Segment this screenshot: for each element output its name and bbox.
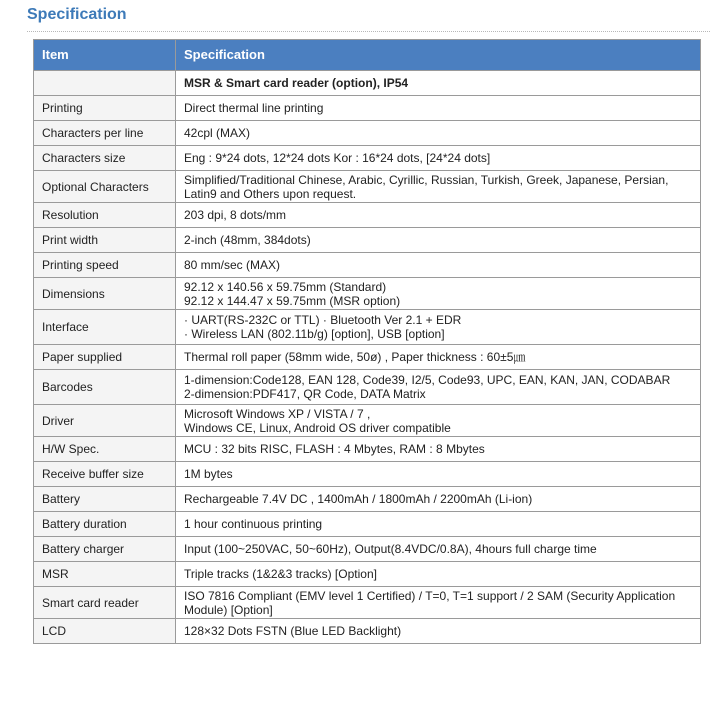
specification-line: 2-inch (48mm, 384dots) — [184, 233, 311, 247]
row-item-label: Characters per line — [34, 121, 176, 146]
row-item-label: Paper supplied — [34, 345, 176, 370]
specification-line: 1 hour continuous printing — [184, 517, 323, 531]
row-specification-value — [176, 96, 701, 121]
specification-line: ISO 7816 Compliant (EMV level 1 Certified) / T=0, T=1 support / 2 SAM (Security Application — [184, 588, 676, 603]
table-row — [34, 146, 701, 171]
specification-line: 128×32 Dots FSTN (Blue LED Backlight) — [184, 624, 402, 638]
specification-line: Direct thermal line printing — [184, 101, 324, 115]
row-specification-value — [176, 587, 701, 619]
table-row — [34, 310, 701, 345]
table-subheader-row — [34, 71, 701, 96]
table-header-row — [34, 40, 701, 71]
row-item-label: Printing speed — [34, 253, 176, 278]
row-item-label: Battery duration — [34, 512, 176, 537]
table-row — [34, 121, 701, 146]
table-row — [34, 512, 701, 537]
row-item-label: Resolution — [34, 203, 176, 228]
subheader-empty-cell — [34, 71, 176, 96]
row-specification-value — [176, 345, 701, 370]
row-item-label: Dimensions — [34, 278, 176, 310]
row-item-label: H/W Spec. — [34, 437, 176, 462]
row-specification-value — [176, 405, 701, 437]
table-row — [34, 619, 701, 644]
row-item-label: Barcodes — [34, 370, 176, 405]
specification-line: 80 mm/sec (MAX) — [184, 258, 281, 272]
row-item-label: MSR — [34, 562, 176, 587]
table-row — [34, 487, 701, 512]
specification-table — [33, 39, 701, 644]
specification-line: 42cpl (MAX) — [184, 126, 251, 140]
specification-line: Latin9 and Others upon request. — [184, 186, 357, 201]
table-row — [34, 345, 701, 370]
table-row — [34, 462, 701, 487]
row-specification-value — [176, 512, 701, 537]
column-header-item: Item — [34, 40, 176, 71]
specification-line: · UART(RS-232C or TTL) · Bluetooth Ver 2.1 + EDR — [184, 313, 462, 327]
table-row — [34, 96, 701, 121]
row-specification-value — [176, 437, 701, 462]
row-specification-value — [176, 310, 701, 345]
table-row — [34, 437, 701, 462]
specification-line: Windows CE, Linux, Android OS driver compatible — [184, 420, 451, 435]
row-specification-value — [176, 278, 701, 310]
specification-line: 92.12 x 140.56 x 59.75mm (Standard) — [184, 279, 387, 294]
row-specification-value — [176, 562, 701, 587]
table-row — [34, 253, 701, 278]
row-item-label: Battery — [34, 487, 176, 512]
row-specification-value — [176, 253, 701, 278]
row-item-label: Interface — [34, 310, 176, 345]
column-header-specification: Specification — [176, 40, 701, 71]
specification-line: · Wireless LAN (802.11b/g) [option], USB [option] — [184, 327, 445, 341]
table-row — [34, 278, 701, 310]
specification-line: Rechargeable 7.4V DC , 1400mAh / 1800mAh / 2200mAh (Li-ion) — [184, 492, 533, 506]
row-specification-value — [176, 537, 701, 562]
row-specification-value — [176, 146, 701, 171]
specification-line: 2-dimension:PDF417, QR Code, DATA Matrix — [184, 387, 426, 401]
row-specification-value — [176, 228, 701, 253]
table-row — [34, 587, 701, 619]
row-item-label: LCD — [34, 619, 176, 644]
title-divider — [27, 31, 710, 32]
table-row — [34, 203, 701, 228]
specification-line: Microsoft Windows XP / VISTA / 7 , — [184, 406, 371, 421]
specification-line: 203 dpi, 8 dots/mm — [184, 208, 287, 222]
specification-line: MCU : 32 bits RISC, FLASH : 4 Mbytes, RAM : 8 Mbytes — [184, 442, 485, 456]
row-specification-value — [176, 370, 701, 405]
page-title: Specification — [27, 6, 127, 23]
specification-line: Simplified/Traditional Chinese, Arabic, Cyrillic, Russian, Turkish, Greek, Japanese, Persian, — [184, 172, 669, 187]
row-item-label: Battery charger — [34, 537, 176, 562]
specification-line: Thermal roll paper (58mm wide, 50ø) , Paper thickness : 60±5㎛ — [184, 350, 526, 364]
row-item-label: Print width — [34, 228, 176, 253]
row-item-label: Smart card reader — [34, 587, 176, 619]
row-item-label: Optional Characters — [34, 171, 176, 203]
specification-line: Eng : 9*24 dots, 12*24 dots Kor : 16*24 dots, [24*24 dots] — [184, 151, 491, 165]
table-row — [34, 228, 701, 253]
specification-line: Module) [Option] — [184, 602, 273, 617]
subheader-cell: MSR & Smart card reader (option), IP54 — [176, 71, 701, 96]
specification-line: Input (100~250VAC, 50~60Hz), Output(8.4VDC/0.8A), 4hours full charge time — [184, 542, 597, 556]
table-row — [34, 562, 701, 587]
row-item-label: Printing — [34, 96, 176, 121]
table-body — [34, 71, 701, 644]
row-item-label: Receive buffer size — [34, 462, 176, 487]
row-specification-value — [176, 171, 701, 203]
table-row — [34, 405, 701, 437]
specification-line: 1-dimension:Code128, EAN 128, Code39, I2/5, Code93, UPC, EAN, KAN, JAN, CODABAR — [184, 373, 671, 387]
row-item-label: Driver — [34, 405, 176, 437]
specification-line: 92.12 x 144.47 x 59.75mm (MSR option) — [184, 293, 401, 308]
row-specification-value — [176, 462, 701, 487]
row-specification-value — [176, 203, 701, 228]
row-item-label: Characters size — [34, 146, 176, 171]
table-row — [34, 370, 701, 405]
row-specification-value — [176, 121, 701, 146]
specification-line: Triple tracks (1&2&3 tracks) [Option] — [184, 567, 377, 581]
row-specification-value — [176, 619, 701, 644]
table-row — [34, 537, 701, 562]
row-specification-value — [176, 487, 701, 512]
specification-line: 1M bytes — [184, 467, 233, 481]
table-row — [34, 171, 701, 203]
